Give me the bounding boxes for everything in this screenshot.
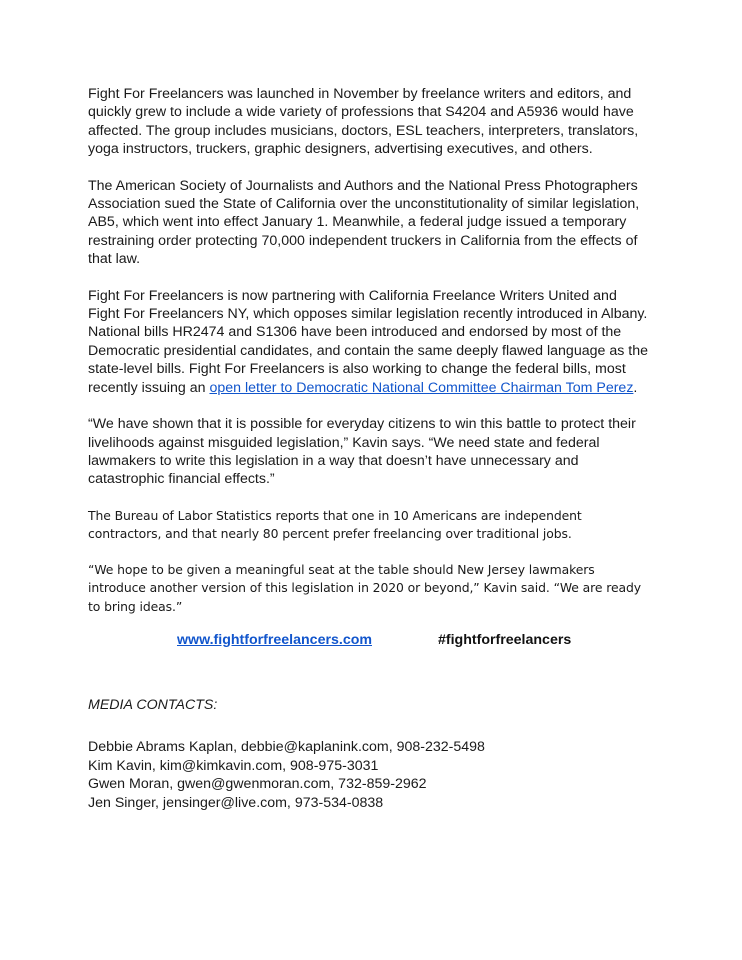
contact-item: Gwen Moran, gwen@gwenmoran.com, 732-859-2962 — [88, 776, 427, 793]
paragraph-launch: Fight For Freelancers was launched in November by freelance writers and editors, and quickly grew to include a wide variety of professions that S4204 and A5936 would have affected. The group includes musicians, doctors, ESL teachers, interpreters, translators, yoga instructors, truckers, graphic designers, advertising executives, and others. — [88, 86, 639, 158]
paragraph-statistics: The Bureau of Labor Statistics reports that one in 10 Americans are independent contractors, and that nearly 80 percent prefer freelancing over traditional jobs. — [88, 507, 582, 541]
document-body — [88, 85, 650, 813]
media-contacts-heading: MEDIA CONTACTS: — [88, 696, 218, 713]
contact-item: Kim Kavin, kim@kimkavin.com, 908-975-3031 — [88, 757, 379, 774]
links-row — [88, 632, 650, 654]
open-letter-link[interactable]: open letter to Democratic National Committee Chairman Tom Perez — [209, 379, 634, 396]
paragraph-partnership — [88, 287, 650, 397]
hashtag-text: #fightforfreelancers — [438, 631, 572, 648]
paragraph-quote-seat: “We hope to be given a meaningful seat at the table should New Jersey lawmakers introduce another version of this legislation in 2020 or beyond,” Kavin said. “We are ready to bring ideas.” — [88, 562, 641, 614]
paragraph-partnership-text: Fight For Freelancers is now partnering with California Freelance Writers United and Fight For Freelancers NY, which opposes similar legislation recently introduced in Albany. National bills HR2474 and S1306 have been introduced and endorsed by most of the Democratic presidential candidates, and contain the same deeply flawed language as the state-level bills. Fight For Freelancers is also working to change the federal bills, most recently issuing an — [88, 287, 648, 396]
media-contacts-list — [88, 738, 650, 812]
contact-item: Jen Singer, jensinger@live.com, 973-534-0838 — [88, 794, 384, 811]
paragraph-lawsuit: The American Society of Journalists and Authors and the National Press Photographers Association sued the State of California over the unconstitutionality of similar legislation, AB5, which went into effect January 1. Meanwhile, a federal judge issued a temporary restraining order protecting 70,000 independent truckers in California from the effects of that law. — [88, 177, 640, 268]
website-link[interactable]: www.fightforfreelancers.com — [177, 631, 372, 648]
contact-item: Debbie Abrams Kaplan, debbie@kaplanink.com, 908-232-5498 — [88, 739, 485, 756]
paragraph-partnership-end: . — [633, 379, 638, 396]
paragraph-quote-kavin: “We have shown that it is possible for everyday citizens to win this battle to protect their livelihoods against misguided legislation,” Kavin says. “We need state and federal lawmakers to write this legislation in a way that doesn’t have unnecessary and catastrophic financial effects.” — [88, 416, 636, 488]
